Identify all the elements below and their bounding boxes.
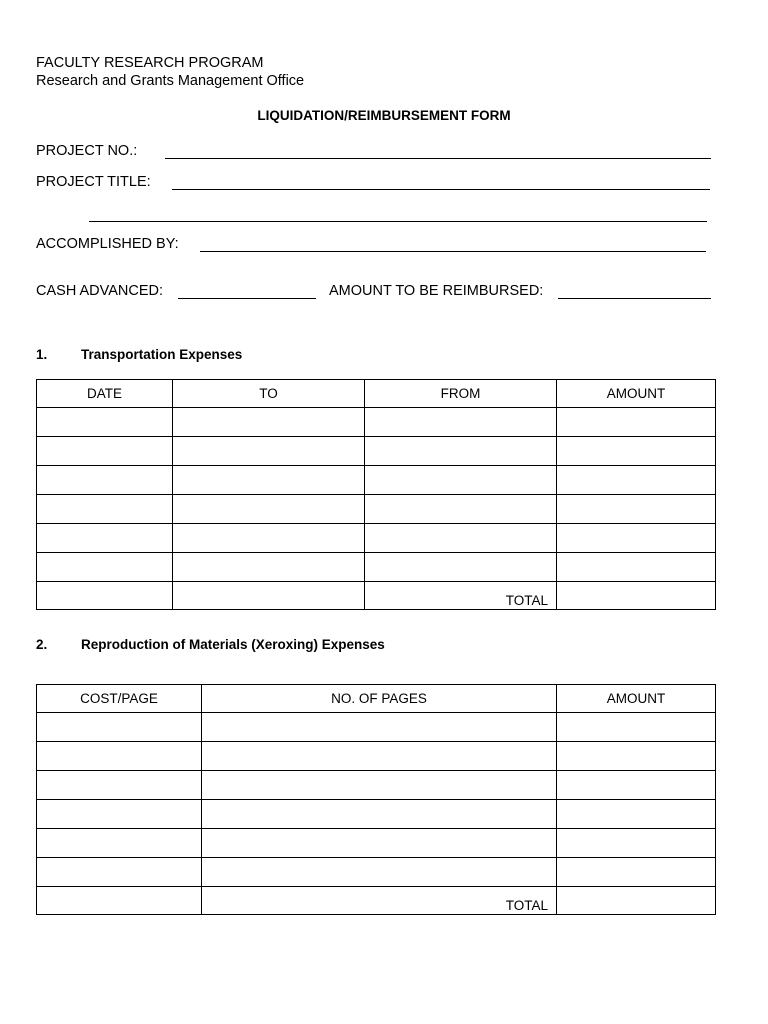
table-cell[interactable] <box>173 437 365 466</box>
form-title: LIQUIDATION/REIMBURSEMENT FORM <box>257 108 511 123</box>
table-header-row <box>37 685 716 713</box>
table-cell[interactable] <box>557 408 716 437</box>
section-2-title: Reproduction of Materials (Xeroxing) Expenses <box>81 637 385 652</box>
total-label: TOTAL <box>365 582 557 610</box>
amount-reimbursed-field[interactable] <box>558 298 711 299</box>
accomplished-by-label: ACCOMPLISHED BY: <box>36 236 179 252</box>
section-1-number: 1. <box>36 347 48 362</box>
column-header-from: FROM <box>365 380 557 408</box>
section-1-title: Transportation Expenses <box>81 347 243 362</box>
table-header-row <box>37 380 716 408</box>
table-cell[interactable] <box>173 408 365 437</box>
table-cell[interactable] <box>37 495 173 524</box>
table-row <box>37 524 716 553</box>
column-header-amount: AMOUNT <box>557 380 716 408</box>
table-cell[interactable] <box>202 829 557 858</box>
table-cell[interactable] <box>37 887 202 915</box>
table-cell[interactable] <box>557 829 716 858</box>
column-header-to: TO <box>173 380 365 408</box>
table-cell[interactable] <box>37 771 202 800</box>
office-name: Research and Grants Management Office <box>36 73 305 89</box>
table-cell[interactable] <box>37 742 202 771</box>
cash-advanced-field[interactable] <box>178 298 316 299</box>
table-cell[interactable] <box>173 466 365 495</box>
table-cell[interactable] <box>202 800 557 829</box>
table-cell[interactable] <box>365 553 557 582</box>
table-cell[interactable] <box>37 582 173 610</box>
table-row <box>37 800 716 829</box>
table-cell[interactable] <box>37 553 173 582</box>
table-cell[interactable] <box>37 524 173 553</box>
table-cell[interactable] <box>37 713 202 742</box>
table-cell[interactable] <box>37 466 173 495</box>
table-cell[interactable] <box>557 800 716 829</box>
table-cell[interactable] <box>557 713 716 742</box>
table-row <box>37 713 716 742</box>
project-title-label: PROJECT TITLE: <box>36 174 151 190</box>
table-cell[interactable] <box>173 553 365 582</box>
table-cell[interactable] <box>173 495 365 524</box>
table-cell[interactable] <box>37 829 202 858</box>
table-cell[interactable] <box>557 771 716 800</box>
table-cell[interactable] <box>37 800 202 829</box>
table-cell[interactable] <box>173 582 365 610</box>
table-cell[interactable] <box>365 437 557 466</box>
table-row <box>37 495 716 524</box>
table-row <box>37 553 716 582</box>
total-amount-cell[interactable] <box>557 582 716 610</box>
cash-advanced-label: CASH ADVANCED: <box>36 283 164 299</box>
project-title-field-line-2[interactable] <box>89 221 707 222</box>
table-cell[interactable] <box>557 742 716 771</box>
column-header-amount: AMOUNT <box>557 685 716 713</box>
section-2-number: 2. <box>36 637 48 652</box>
table-cell[interactable] <box>557 553 716 582</box>
total-row <box>37 582 716 610</box>
column-header-cost-per-page: COST/PAGE <box>37 685 202 713</box>
table-cell[interactable] <box>365 495 557 524</box>
project-no-field[interactable] <box>165 158 711 159</box>
table-row <box>37 466 716 495</box>
table-row <box>37 829 716 858</box>
table-cell[interactable] <box>557 524 716 553</box>
program-name: FACULTY RESEARCH PROGRAM <box>36 55 264 71</box>
project-no-label: PROJECT NO.: <box>36 143 138 159</box>
table-row <box>37 408 716 437</box>
transportation-table <box>36 379 716 610</box>
table-cell[interactable] <box>37 858 202 887</box>
project-title-field[interactable] <box>172 189 710 190</box>
reproduction-table <box>36 684 716 915</box>
table-cell[interactable] <box>202 858 557 887</box>
table-cell[interactable] <box>37 408 173 437</box>
total-label: TOTAL <box>202 887 557 915</box>
accomplished-by-field[interactable] <box>200 251 706 252</box>
table-cell[interactable] <box>365 466 557 495</box>
table-cell[interactable] <box>557 466 716 495</box>
table-cell[interactable] <box>173 524 365 553</box>
table-cell[interactable] <box>202 713 557 742</box>
table-cell[interactable] <box>37 437 173 466</box>
table-cell[interactable] <box>557 495 716 524</box>
table-row <box>37 742 716 771</box>
column-header-no-of-pages: NO. OF PAGES <box>202 685 557 713</box>
table-cell[interactable] <box>557 858 716 887</box>
table-cell[interactable] <box>365 408 557 437</box>
table-cell[interactable] <box>202 742 557 771</box>
total-row <box>37 887 716 915</box>
total-amount-cell[interactable] <box>557 887 716 915</box>
table-cell[interactable] <box>202 771 557 800</box>
table-cell[interactable] <box>557 437 716 466</box>
amount-reimbursed-label: AMOUNT TO BE REIMBURSED: <box>329 283 544 299</box>
column-header-date: DATE <box>37 380 173 408</box>
table-row <box>37 771 716 800</box>
table-cell[interactable] <box>365 524 557 553</box>
table-row <box>37 437 716 466</box>
table-row <box>37 858 716 887</box>
